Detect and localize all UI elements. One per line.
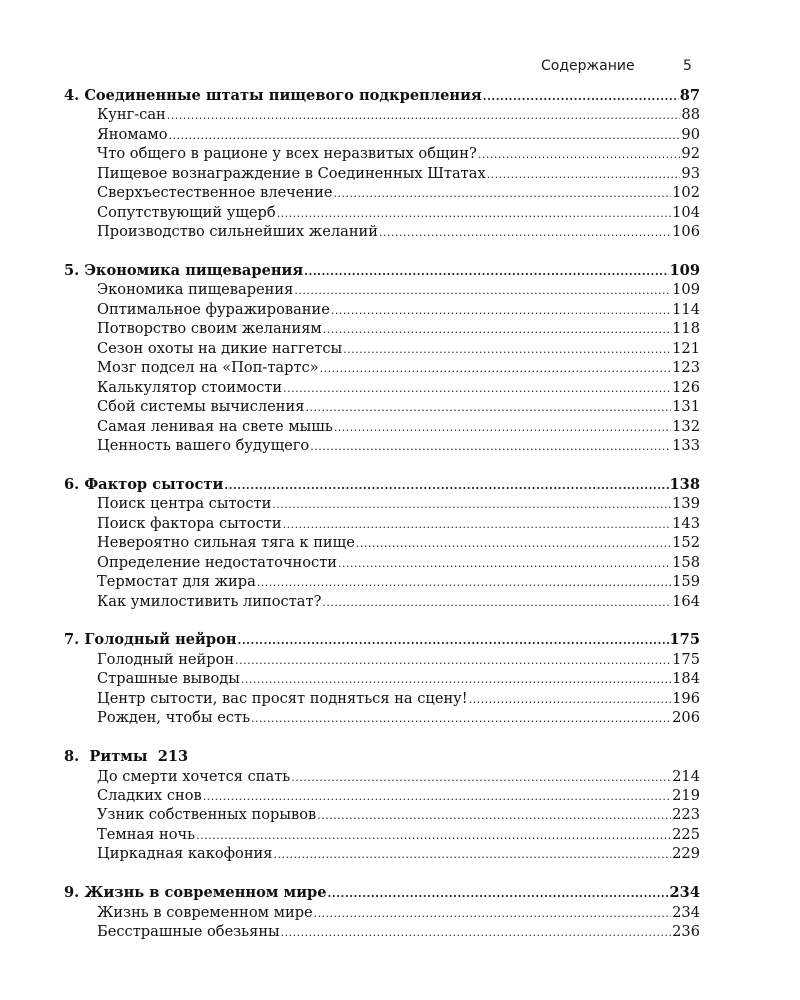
toc-chapter-page: 175 bbox=[669, 631, 700, 649]
toc-dot-leader bbox=[314, 904, 671, 922]
toc-entry[interactable] bbox=[64, 767, 700, 786]
toc-chapter bbox=[64, 883, 700, 941]
toc-dot-leader bbox=[328, 884, 669, 902]
toc-dot-leader bbox=[257, 573, 671, 591]
toc-entry[interactable] bbox=[64, 689, 700, 708]
toc-entry[interactable] bbox=[64, 144, 700, 163]
toc-dot-leader bbox=[343, 340, 671, 358]
toc-entry[interactable] bbox=[64, 669, 700, 688]
toc-entry[interactable] bbox=[64, 280, 700, 299]
toc-entry-title: Жизнь в современном мире bbox=[97, 903, 313, 921]
toc-entry-page: 214 bbox=[672, 767, 700, 785]
toc-entry[interactable] bbox=[64, 339, 700, 358]
toc-entry[interactable] bbox=[64, 319, 700, 338]
toc-chapter bbox=[64, 475, 700, 611]
toc-entry-title: Сверхъестественное влечение bbox=[97, 184, 333, 202]
toc-chapter-heading[interactable] bbox=[64, 630, 700, 649]
toc-entry-page: 184 bbox=[672, 670, 700, 688]
toc-entry[interactable] bbox=[64, 592, 700, 611]
toc-dot-leader bbox=[272, 495, 671, 513]
toc-dot-leader bbox=[356, 534, 671, 552]
toc-entry-title: Сезон охоты на дикие наггетсы bbox=[97, 339, 343, 357]
toc-dot-leader bbox=[273, 845, 671, 863]
toc-entry[interactable] bbox=[64, 494, 700, 513]
toc-chapter-page: 138 bbox=[669, 475, 700, 493]
toc-chapter-page: 234 bbox=[669, 884, 700, 902]
toc-entry-page: 106 bbox=[672, 223, 700, 241]
toc-entry-title: Сбой системы вычисления bbox=[97, 398, 305, 416]
toc-entry-page: 88 bbox=[681, 106, 700, 124]
toc-entry-title: Самая ленивая на свете мышь bbox=[97, 417, 333, 435]
toc-entry-page: 131 bbox=[672, 398, 700, 416]
toc-entry[interactable] bbox=[64, 203, 700, 222]
running-head bbox=[0, 58, 800, 78]
toc-entry-title: Центр сытости, вас просят подняться на сцену! bbox=[97, 689, 468, 707]
toc-chapter-heading[interactable] bbox=[64, 261, 700, 280]
toc-dot-leader bbox=[235, 651, 671, 669]
toc-entry-page: 158 bbox=[672, 553, 700, 571]
toc-entry-page: 109 bbox=[672, 281, 700, 299]
toc-entry-page: 123 bbox=[672, 359, 700, 377]
toc-entry[interactable] bbox=[64, 903, 700, 922]
toc-entry-title: Рожден, чтобы есть bbox=[97, 709, 251, 727]
toc-entry-page: 229 bbox=[672, 845, 700, 863]
toc-dot-leader bbox=[291, 768, 671, 786]
toc-dot-leader bbox=[167, 106, 681, 124]
toc-entry-title: Термостат для жира bbox=[97, 573, 256, 591]
toc-entry-title: Циркадная какофония bbox=[97, 845, 273, 863]
toc-dot-leader bbox=[281, 923, 671, 941]
table-of-contents bbox=[64, 86, 700, 961]
toc-entry[interactable] bbox=[64, 708, 700, 727]
toc-entry-title: Узник собственных порывов bbox=[97, 806, 317, 824]
toc-entry-page: 92 bbox=[681, 145, 700, 163]
toc-entry-page: 164 bbox=[672, 592, 700, 610]
toc-chapter-title: 7. Голодный нейрон bbox=[64, 631, 237, 649]
toc-entry-title: Оптимальное фуражирование bbox=[97, 300, 330, 318]
toc-dot-leader bbox=[487, 165, 681, 183]
toc-chapter-page: 109 bbox=[669, 262, 700, 279]
toc-dot-leader bbox=[283, 379, 671, 397]
toc-dot-leader bbox=[294, 281, 671, 299]
toc-entry-title: Экономика пищеварения bbox=[97, 281, 294, 299]
toc-entry[interactable] bbox=[64, 825, 700, 844]
toc-entry[interactable] bbox=[64, 805, 700, 824]
toc-chapter bbox=[64, 630, 700, 727]
running-head-page-number: 5 bbox=[683, 58, 692, 74]
toc-entry[interactable] bbox=[64, 125, 700, 144]
toc-chapter-heading[interactable] bbox=[64, 475, 700, 494]
toc-entry-title: Поиск центра сытости bbox=[97, 495, 272, 513]
toc-entry-title: Что общего в рационе у всех неразвитых общин? bbox=[97, 145, 477, 163]
toc-entry-title: Темная ночь bbox=[97, 825, 196, 843]
toc-dot-leader bbox=[203, 787, 671, 805]
toc-entry-title: Поиск фактора сытости bbox=[97, 514, 282, 532]
toc-dot-leader bbox=[323, 320, 671, 338]
toc-dot-leader bbox=[331, 301, 671, 319]
toc-dot-leader bbox=[283, 515, 672, 533]
toc-entry-page: 133 bbox=[672, 436, 700, 454]
toc-entry[interactable] bbox=[64, 533, 700, 552]
toc-entry-page: 236 bbox=[672, 923, 700, 941]
toc-entry[interactable] bbox=[64, 844, 700, 863]
toc-dot-leader bbox=[310, 437, 671, 455]
toc-entry-title: Сладких снов bbox=[97, 787, 202, 804]
toc-entry-page: 219 bbox=[672, 787, 700, 804]
toc-entry-title: Калькулятор стоимости bbox=[97, 378, 283, 396]
toc-entry[interactable] bbox=[64, 183, 700, 202]
toc-entry-title: Кунг-сан bbox=[97, 106, 166, 124]
toc-chapter-page: 87 bbox=[679, 87, 700, 104]
toc-entry-page: 139 bbox=[672, 495, 700, 513]
toc-dot-leader bbox=[469, 690, 672, 708]
toc-entry-title: Яномамо bbox=[97, 125, 168, 143]
toc-entry[interactable] bbox=[64, 650, 700, 669]
toc-entry-title: Бесстрашные обезьяны bbox=[97, 923, 280, 941]
toc-entry-page: 90 bbox=[681, 125, 700, 143]
toc-entry-page: 114 bbox=[672, 300, 700, 318]
toc-dot-leader bbox=[304, 262, 668, 280]
toc-chapter-title: 9. Жизнь в современном мире bbox=[64, 884, 327, 902]
toc-entry-title: Пищевое вознаграждение в Соединенных Штатах bbox=[97, 164, 486, 182]
toc-entry-page: 159 bbox=[672, 573, 700, 591]
toc-chapter-title: 8. Ритмы 213 bbox=[64, 748, 189, 766]
toc-dot-leader bbox=[251, 709, 671, 727]
toc-entry-page: 223 bbox=[672, 806, 700, 824]
toc-entry[interactable] bbox=[64, 417, 700, 436]
toc-entry[interactable] bbox=[64, 436, 700, 455]
toc-entry-title: Мозг подсел на «Поп-тартс» bbox=[97, 359, 319, 377]
toc-entry-page: 93 bbox=[681, 164, 700, 182]
toc-chapter bbox=[64, 261, 700, 455]
toc-dot-leader bbox=[224, 476, 668, 494]
toc-dot-leader bbox=[338, 554, 671, 572]
toc-chapter-title: 4. Соединенные штаты пищевого подкрепления bbox=[64, 87, 482, 104]
toc-entry-page: 126 bbox=[672, 378, 700, 396]
toc-entry[interactable] bbox=[64, 397, 700, 416]
toc-entry-title: Ценность вашего будущего bbox=[97, 436, 310, 454]
toc-dot-leader bbox=[334, 184, 672, 202]
toc-entry[interactable] bbox=[64, 222, 700, 241]
toc-entry[interactable] bbox=[64, 300, 700, 319]
toc-entry[interactable] bbox=[64, 553, 700, 572]
toc-entry[interactable] bbox=[64, 358, 700, 377]
running-head-title: Содержание bbox=[541, 58, 635, 74]
toc-entry-page: 132 bbox=[672, 417, 700, 435]
toc-dot-leader bbox=[169, 126, 681, 144]
toc-dot-leader bbox=[196, 826, 671, 844]
toc-entry[interactable] bbox=[64, 786, 700, 805]
toc-entry-page: 234 bbox=[672, 903, 700, 921]
toc-entry-title: Невероятно сильная тяга к пище bbox=[97, 534, 355, 552]
toc-chapter-title: 6. Фактор сытости bbox=[64, 475, 224, 493]
toc-dot-leader bbox=[483, 87, 679, 105]
toc-entry-title: Страшные выводы bbox=[97, 670, 240, 688]
toc-entry[interactable] bbox=[64, 572, 700, 591]
toc-entry-title: Потворство своим желаниям bbox=[97, 320, 322, 338]
toc-entry[interactable] bbox=[64, 105, 700, 124]
toc-entry[interactable] bbox=[64, 514, 700, 533]
toc-entry-page: 104 bbox=[672, 203, 700, 221]
toc-entry[interactable] bbox=[64, 922, 700, 941]
toc-entry-page: 143 bbox=[672, 514, 700, 532]
toc-chapter-title: 5. Экономика пищеварения bbox=[64, 262, 304, 279]
toc-entry-title: До смерти хочется спать bbox=[97, 767, 291, 785]
toc-entry-title: Сопутствующий ущерб bbox=[97, 203, 276, 221]
toc-chapter-heading[interactable] bbox=[64, 747, 700, 766]
toc-dot-leader bbox=[277, 204, 671, 222]
toc-dot-leader bbox=[334, 418, 671, 436]
toc-entry-page: 121 bbox=[672, 339, 700, 357]
toc-entry[interactable] bbox=[64, 378, 700, 397]
toc-entry-title: Определение недостаточности bbox=[97, 553, 338, 571]
toc-dot-leader bbox=[305, 398, 671, 416]
toc-entry-page: 118 bbox=[672, 320, 700, 338]
toc-entry-title: Как умилостивить липостат? bbox=[97, 592, 322, 610]
toc-dot-leader bbox=[379, 223, 671, 241]
toc-entry[interactable] bbox=[64, 164, 700, 183]
toc-dot-leader bbox=[320, 359, 671, 377]
toc-entry-title: Производство сильнейших желаний bbox=[97, 223, 379, 241]
toc-dot-leader bbox=[322, 593, 671, 611]
toc-chapter bbox=[64, 747, 700, 864]
toc-entry-page: 206 bbox=[672, 709, 700, 727]
toc-chapter bbox=[64, 86, 700, 242]
toc-dot-leader bbox=[317, 806, 671, 824]
toc-dot-leader bbox=[238, 631, 669, 649]
toc-entry-page: 152 bbox=[672, 534, 700, 552]
toc-entry-page: 225 bbox=[672, 825, 700, 843]
toc-dot-leader bbox=[241, 670, 671, 688]
toc-chapter-heading[interactable] bbox=[64, 86, 700, 105]
toc-entry-title: Голодный нейрон bbox=[97, 650, 235, 668]
toc-entry-page: 196 bbox=[672, 689, 700, 707]
toc-entry-page: 175 bbox=[672, 650, 700, 668]
toc-chapter-heading[interactable] bbox=[64, 883, 700, 902]
toc-entry-page: 102 bbox=[672, 184, 700, 202]
toc-dot-leader bbox=[478, 145, 681, 163]
